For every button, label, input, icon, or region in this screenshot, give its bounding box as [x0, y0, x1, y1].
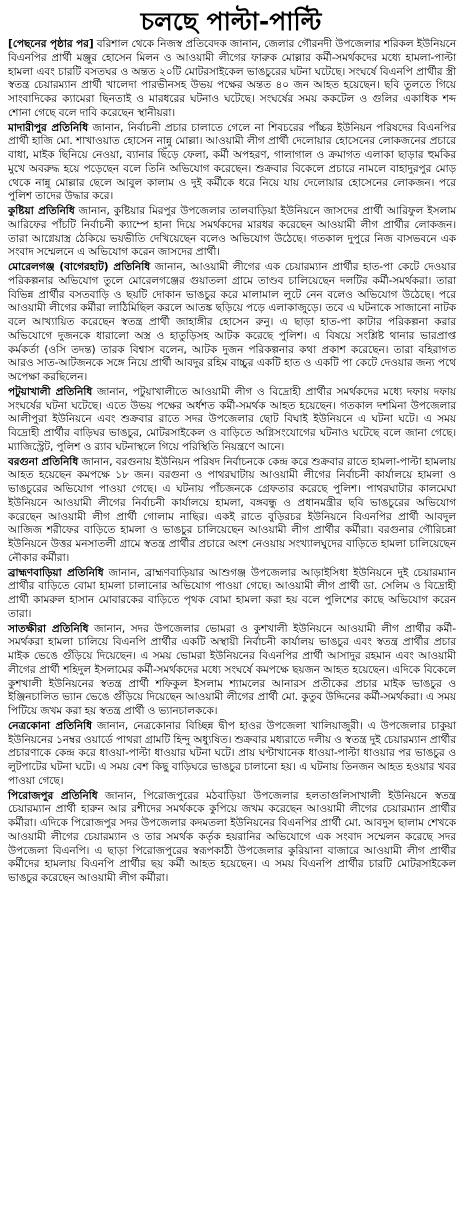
paragraph-text: জানান, সদর উপজেলার ভোমরা ও কুশখালী ইউনিয়নে আওয়ামী লীগ প্রার্থীর কর্মী-সমর্থকরা হামলা চালিয়ে বিএনপি প্রার্থীর একটি অস্থায়ী নির্বাচনী কার্যালয় ভাঙচুর এবং স্বতন্ত্র প্রার্থীর প্রচার মাইক ভেঙে গুঁড়িয়ে দিয়েছেন। এ সময় ভোমরা ইউনিয়নের বিএনপির প্রার্থী আসাদুর রহমান এবং আওয়ামী লীগের প্রার্থী শহিদুল ইসলামের কর্মী-সমর্থকদের মধ্যে সংঘর্ষে কমপক্ষে ছয়জন আহত হয়েছেন। এদিকে বিকেলে কুশখালী ইউনিয়নের স্বতন্ত্র প্রার্থী শফিকুল ইসলাম শ্যামলের আনারস প্রতীকের প্রচার মাইক ভাঙচুর ও ইঞ্জিনচালিত ভ্যান ভেঙে গুঁড়িয়ে দিয়েছেন আওয়ামী লীগের প্রার্থী মো. কুতুব উদ্দিনের কর্মী-সমর্থকরা। এ সময় পিটিয়ে জখম করা হয় স্বতন্ত্র প্রার্থী ও ভ্যানচালককে।: [8, 622, 456, 717]
paragraph-text: জানান, নেত্রকোনার বিচ্ছিন্ন দ্বীপ হাওর উপজেলা খালিয়াজুরী। এ উপজেলার চাকুয়া ইউনিয়নের ১নম্বর ওয়ার্ডে পাথরা গ্রামটি হিন্দু অধ্যুষিত। শুক্রবার মধ্যরাতে দলীয় ও স্বতন্ত্র দুই চেয়ারম্যান প্রার্থীর প্রচারণাকে কেন্দ্র করে ধাওয়া-পাল্টা ধাওয়ার ঘটনা ঘটে। প্রায় ঘণ্টাখানেক ধাওয়া-পাল্টা ধাওয়ার পর ভাঙচুর ও লুটপাটের ঘটনা ঘটে। এ সময় বেশ কিছু বাড়িঘরে ভাঙচুর চালানো হয়। এ ঘটনায় তিনজন আহত হওয়ার খবর পাওয়া গেছে।: [8, 719, 457, 787]
section-barguna: [8, 456, 456, 566]
paragraph-text: জানান, পিরোজপুরের মঠবাড়িয়া উপজেলার হলতাগুলিসাখালী ইউনিয়নে স্বতন্ত্র চেয়ারম্যান প্রার্থী হারুন আর রশীদের সমর্থককে কুপিয়ে জখম করেছেন আওয়ামী লীগের চেয়ারম্যান প্রার্থীর কর্মীরা। এদিকে পিরোজপুর সদর উপজেলার কদমতলা ইউনিয়নের বিএনপির প্রার্থী মো. আবদুস ছালাম শেখকে আওয়ামী লীগের চেয়ারম্যান ও তার সমর্থক কর্তৃক হয়রানির অভিযোগে এক সংবাদ সম্মেলন করেছে সদর উপজেলা বিএনপি। এ ছাড়া পিরোজপুরের স্বরূপকাঠী উপজেলার কুরিয়ানা বাজারে আওয়ামী লীগ প্রার্থীর কর্মীদের হামলায় বিএনপি প্রার্থীর ছয় কর্মী আহত হয়েছেন। এ সময় বিএনপি প্রার্থীর চারটি মোটরসাইকেল ভাঙচুর করেছেন আওয়ামী লীগ কর্মীরা।: [8, 789, 456, 884]
correspondent-lead: সাতক্ষীরা প্রতিনিধি: [8, 622, 89, 635]
section-morelganj: [8, 261, 456, 385]
continued-marker: [পেছনের পৃষ্ঠার পর]: [8, 38, 94, 50]
paragraph-text: জানান, নির্বাচনী প্রচার চালাতে গেলে না শিবচরের পাঁচ্চর ইউনিয়ন পরিষদের বিএনপির প্রার্থী হাজি মো. শাখাওয়াত হোসেন নান্নু মোল্লা। আওয়ামী লীগ প্রার্থী দেলোয়ার হোসেনের লোকজনের প্রচারে বাধা, মাইক ছিনিয়ে নেওয়া, ব্যানার ছিঁড়ে ফেলা, কর্মী অপহরণ, গালাগাল ও ক্রমাগত এলাকা ছাড়ার হুমকির মুখে অবরুদ্ধ হয়ে পড়েছেন বলে তিনি অভিযোগ করেছেন। শুক্রবার বিকেলে প্রচারে নামলে বাহাদুরপুর মোড় থেকে নান্নু মোল্লার ছেলে আবুল কালাম ও দুই কর্মীকে ধরে নিয়ে যায় দেলোয়ার হোসেনের লোকজন। পরে পুলিশ তাদের উদ্ধার করে।: [8, 121, 457, 203]
correspondent-lead: বরগুনা প্রতিনিধি: [8, 455, 79, 468]
paragraph-text: জানান, আওয়ামী লীগের এক চেয়ারম্যান প্রার্থীর হাত-পা কেটে দেওয়ার পরিকল্পনার অভিযোগ তুলে মোরেলগঞ্জের গুয়াতলা গ্রামে তাণ্ডব চালিয়েছেন দলটির কর্মী-সমর্থকরা। তারা বিভিন্ন প্রার্থীর বসতবাড়ি ও ছয়টি দোকান ভাঙচুর করে মালামাল লুটে নেন বলেও অভিযোগ উঠেছে। পরে আওয়ামী লীগের কর্মীরা লাঠিমিছিল করলে আতঙ্ক ছড়িয়ে পড়ে এলাকাজুড়ে। তবে এ ঘটনাকে সাজানো নাটক বলে আখ্যায়িত করেছেন স্বতন্ত্র প্রার্থী জাহাঙ্গীর হোসেন রুনু। এ ছাড়া হাত-পা কাটার পরিকল্পনা করার অভিযোগে দুজনকে ধারালো অস্ত্র ও হাতুড়িসহ আটক করেছে পুলিশ। এ বিষয়ে সংশ্লিষ্ট থানার ভারপ্রাপ্ত কর্মকর্তা (ওসি তদন্ত) তারক বিশ্বাস বলেন, আটক দুজন পরিকল্পনার কথা প্রকাশ করেছেন। তারা বহিরাগত আরও সাত-আটজনকে সঙ্গে নিয়ে প্রার্থী আবদুর রহিম বাচ্চুর একটি হাত ও একটি পা কেটে দেওয়ার জন্য পথে অপেক্ষা করছিলেন।: [8, 261, 456, 383]
section-brahmanbaria: [8, 567, 456, 622]
section-madaripur: [8, 122, 456, 205]
correspondent-lead: পটুয়াখালী প্রতিনিধি: [8, 385, 93, 398]
article-body: [0, 38, 462, 886]
correspondent-lead: নেত্রকোনা প্রতিনিধি: [8, 719, 92, 732]
correspondent-lead: মোরেলগঞ্জ (বাগেরহাট) প্রতিনিধি: [8, 261, 151, 273]
paragraph-text: জানান, বরগুনায় ইউনিয়ন পরিষদ নির্বাচনকে কেন্দ্র করে শুক্রবার রাতে হামলা-পাল্টা হামলায় আহত হয়েছেন কমপক্ষে ১৮ জন। বরগুনা ও পাথরঘাটায় আওয়ামী লীগের নির্বাচনী কার্যালয়ে হামলা ও ভাঙচুরের অভিযোগ পাওয়া গেছে। এ ঘটনায় পাঁচজনকে গ্রেফতার করেছে পুলিশ। পাথরঘাটার কালমেঘা ইউনিয়নে আওয়ামী লীগের নির্বাচনী কার্যালয়ে হামলা, বঙ্গবন্ধু ও প্রধানমন্ত্রীর ছবি ভাঙচুরের অভিযোগ করেছেন আওয়ামী লীগ প্রার্থী গোলাম নাছির। একই রাতে বুড়িরচর ইউনিয়নে বিএনপির প্রার্থী আবদুল আজিজ শরীফের বাড়িতে হামলা ও ভাঙচুর চালিয়েছেন আওয়ামী লীগ প্রার্থীর কর্মীরা। বরগুনার গৌরিচন্না ইউনিয়নে উত্তর মনসাতলী গ্রামে স্বতন্ত্র প্রার্থীর প্রচারে অংশ নেওয়ায় সংখ্যালঘুদের বাড়িতে হামলা চালিয়েছেন নৌকার কর্মীরা।: [8, 455, 457, 564]
paragraph-text: জানান, ব্রাহ্মণবাড়িয়ার আশুগঞ্জ উপজেলার আড়াইসিধা ইউনিয়নে দুই চেয়ারম্যান প্রার্থীর বাড়িতে বোমা হামলা চালানোর অভিযোগ পাওয়া গেছে। আওয়ামী লীগ প্রার্থী ডা. সেলিম ও বিদ্রোহী প্রার্থী কামরুল হাসান মোবারকের বাড়িতে পৃথক বোমা হামলা করা হয় বলে পুলিশের কাছে অভিযোগ করেন তারা।: [8, 566, 456, 620]
paragraph-text: জানান, পটুয়াখালীতে আওয়ামী লীগ ও বিদ্রোহী প্রার্থীর সমর্থকদের মধ্যে দফায় দফায় সংঘর্ষের ঘটনা ঘটেছে। এতে উভয় পক্ষের অর্ধশত কর্মী-সমর্থক আহত হয়েছেন। গতকাল দশমিনা উপজেলার আলীপুরা ইউনিয়নে এবং শুক্রবার রাতে সদর উপজেলার ছোট বিঘাই ইউনিয়নে এ ঘটনা ঘটে। এ সময় বিদ্রোহী প্রার্থীর বাড়িঘর ভাঙচুর, মোটরসাইকেল ও বাড়িতে অগ্নিসংযোগের ঘটনাও ঘটেছে বলে জানা গেছে। ম্যাজিস্ট্রেট, পুলিশ ও র‍্যাব ঘটনাস্থলে গিয়ে পরিস্থিতি নিয়ন্ত্রণে আনে।: [8, 385, 456, 453]
correspondent-lead: মাদারীপুর প্রতিনিধি: [8, 121, 88, 134]
paragraph-text: বরিশাল থেকে নিজস্ব প্রতিবেদক জানান, জেলার গৌরনদী উপজেলার শরিকল ইউনিয়নে বিএনপির প্রার্থী মঞ্জুর হোসেন মিলন ও আওয়ামী লীগের ফারুক মোল্লার কর্মী-সমর্থকদের মধ্যে হামলা-পাল্টা হামলা এবং চারটি বসতঘর ও অন্তত ২০টি মোটরসাইকেল ভাঙচুরের ঘটনা ঘটেছে। সংঘর্ষে বিএনপি প্রার্থীর স্ত্রী স্বতন্ত্র চেয়ারম্যান প্রার্থী খালেদা পারভীনসহ উভয় পক্ষের অন্তত ৪০ জন আহত হয়েছেন। ছবি তুলতে গিয়ে সাংবাদিকের ক্যামেরা ছিনতাই ও মারধরের ঘটনাও ঘটেছে। সংঘর্ষের সময় ককটেল ও গুলির একাধিক শব্দ শোনা গেছে বলে দাবি করেছেন স্থানীয়রা।: [8, 38, 456, 119]
section-satkhira: [8, 623, 456, 719]
headline: চলছে পাল্টা-পাল্টি: [140, 7, 322, 36]
correspondent-lead: পিরোজপুর প্রতিনিধি: [8, 789, 98, 802]
intro-paragraph: [8, 38, 456, 121]
section-pirojpur: [8, 790, 456, 886]
correspondent-lead: কুষ্টিয়া প্রতিনিধি: [8, 205, 75, 217]
section-patuakhali: [8, 386, 456, 455]
section-kushtia: [8, 205, 456, 260]
paragraph-text: জানান, কুষ্টিয়ার মিরপুর উপজেলার তালবাড়িয়া ইউনিয়নে জাসদের প্রার্থী আরিফুল ইসলাম আরিফের পাঁচটি নির্বাচনী ক্যাম্পে হানা দিয়ে সমর্থকদের মারধর করেছেন আওয়ামী লীগ প্রার্থীর লোকজন। তারা আগ্নেয়াস্ত্র ঠেকিয়ে ভয়ভীতি দেখিয়েছেন বলেও অভিযোগ উঠেছে। গতকাল দুপুরে নিজ বাসভবনে এক সংবাদ সম্মেলনে এ অভিযোগ করেন জাসদের প্রার্থী।: [8, 205, 456, 259]
correspondent-lead: ব্রাহ্মণবাড়িয়া প্রতিনিধি: [8, 566, 104, 579]
section-netrokona: [8, 720, 456, 789]
